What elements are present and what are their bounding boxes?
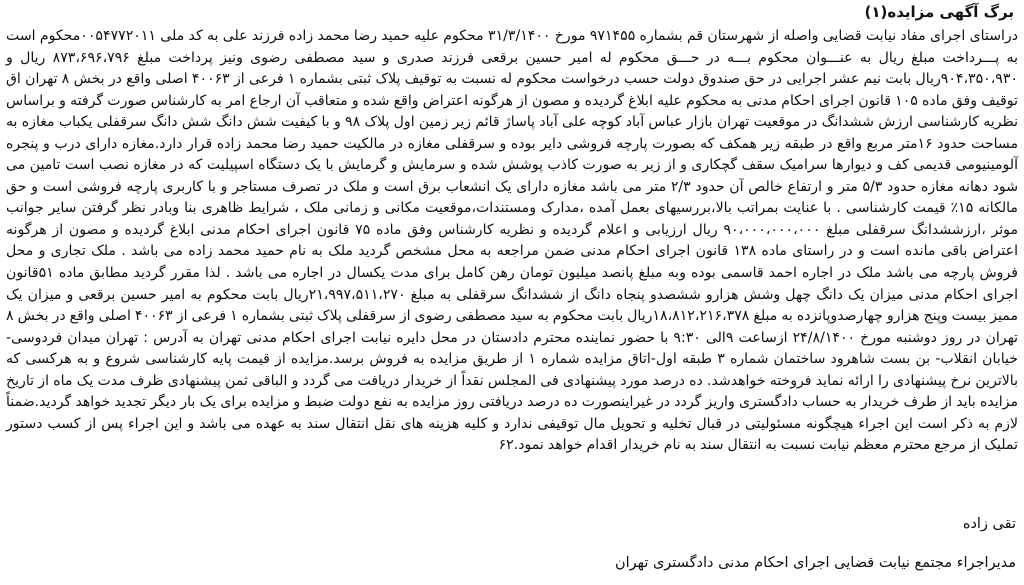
notice-body: دراستای اجرای مفاد نیابت قضایی واصله از شهرستان قم بشماره ۹۷۱۴۵۵ مورخ ۳۱/۳/۱۴۰۰ محکوم علیه حمید رضا محمد زاده فرزند علی به کد ملی ۰۰۵۴۷۷۲۰۱۱محکوم است به پـــرداخت مبلغ ریال به عنـــوان محکوم بـــه در حـــق محکوم له امیر حسین برقعی فرزند صدری و سید مصطفی رضوی ونیز پرداخت مبلغ ۸۷۳،۶۹۶،۷۹۶ ریال و ۹۰۴،۳۵۰،۹۳۰ریال بابت نیم عشر اجرایی در حق صندوق دولت حسب درخواست محکوم له نسبت به توقیف پلاک ثبتی بشماره ۱ فرعی از ۴۰۰۶۳ اصلی واقع در بخش ۸ تهران اق توقیف وفق ماده ۱۰۵ قانون اجرای احکام مدنی به محکوم علیه ابلاغ گردیده و مصون از هرگونه اعتراض واقع شده و متعاقب آن ارجاع امر به کارشناس صورت گرفته و براساس نظریه کارشناسی ارزش ششدانگ در موقعیت تهران بازار عباس آباد کوچه علی آباد پاساژ قائم زیر زمین اول پلاک ۹۸ و با کیفیت شش دانگ شش دانگ سرقفلی یکباب مغازه به مساحت حدود ۱۶متر مربع واقع در طبقه زیر همکف که بصورت پارچه فروشی دایر بوده و سرقفلی مغازه در مالکیت حمید رضا محمد زاده قرار دارد.مغازه دارای درب و پنجره آلومینیومی قدیمی کف و دیوارها سرامیک سقف گچکاری و از زیر به صورت کاذب پوشش شده و سرمایش و گرمایش با یک دستگاه اسپیلیت که در مغازه نصب است تامین می شود دهانه مغازه حدود ۵/۳ متر و ارتفاع خالص آن حدود ۲/۳ متر می باشد مغازه دارای یک انشعاب برق است و ملک در تصرف مستاجر و با کاربری پارچه فروشی است و حق مالکانه ۱۵٪ قیمت کارشناسی . با عنایت بمراتب بالا،بررسیهای بعمل آمده ،مدارک ومستندات،موقعیت مکانی و زمانی ملک ، شرایط ظاهری بنا وبادر نظر گرفتن سایر جوانب موثر ،ارزششدانگ سرقفلی مبلغ ۹۰،۰۰۰،۰۰۰،۰۰۰ ریال ارزیابی و اعلام گردیده و نظریه کارشناس وفق ماده ۷۵ قانون اجرای احکام مدنی ابلاغ گردیده و مصون از هرگونه اعتراض باقی مانده است و در راستای ماده ۱۳۸ قانون اجرای احکام مدنی ضمن مراجعه به محل مشخص گردید ملک به نام حمید محمد زاده می باشد . ملک تجاری و محل فروش پارچه می باشد ملک در اجاره احمد قاسمی بوده وبه مبلغ پانصد میلیون تومان رهن کامل برای مدت یکسال در اجاره می باشد . لذا مقرر گردید مطابق ماده ۵۱قانون اجرای احکام مدنی میزان یک دانگ چهل وشش هزارو ششصدو پنجاه دانگ از ششدانگ سرقفلی به مبلغ ۲۱،۹۹۷،۵۱۱،۲۷۰ریال بابت محکوم به امیر حسین برقعی و میزان یک ممیز بیست وپنج هزارو چهارصدوپانزده به مبلغ ۱۸،۸۱۲،۲۱۶،۳۷۸ریال بابت محکوم به سید مصطفی رضوی از سرقفلی پلاک ثبتی بشماره ۱ فرعی از ۴۰۰۶۳ اصلی واقع در بخش ۸ تهران در روز دوشنبه مورخ ۲۴/۸/۱۴۰۰ ازساعت ۹الی ۹:۳۰ با حضور نماینده محترم دادستان در محل دایره نیابت اجرای احکام مدنی تهران به آدرس : تهران میدان فردوسی- خیابان انقلاب- بن بست شاهرود ساختمان شماره ۳ طبقه اول-اتاق مزایده شماره ۱ از طریق مزایده به فروش برسد.مزایده از قیمت پایه کارشناسی شروع و به هرکسی که بالاترین نرخ پیشنهادی را ارائه نماید فروخته خواهدشد. ده درصد مورد پیشنهادی فی المجلس نقداً از خریدار دریافت می گردد و الباقی ثمن پیشنهادی ظرف مدت یک ماه از تاریخ مزایده باید از طرف خریدار به حساب دادگستری واریز گردد در غیراینصورت ده درصد دریافتی روز مزایده به نفع دولت ضبط و مزایده برای یک بار دیگر تجدید خواهد گردید.ضمناً لازم به ذکر است این اجراء هیچگونه مسئولیتی در قبال تخلیه و تحویل مال توقیفی ندارد و کلیه هزینه های نقل انتقال سند به عهده می باشد و این اجراء پس از کسب دستور تملیک از مرجع محترم معظم نیابت نسبت به انتقال سند به نام خریدار اقدام خواهد نمود.۶۲ — [6, 28, 1019, 454]
signer-role: مدیراجراء مجتمع نیابت قضایی اجرای احکام مدنی دادگستری تهران — [614, 555, 1016, 571]
notice-document — [6, 2, 1018, 585]
notice-title: برگ آگهی مزایده(۱) — [864, 3, 1014, 21]
signer-name: تقی زاده — [962, 516, 1016, 532]
